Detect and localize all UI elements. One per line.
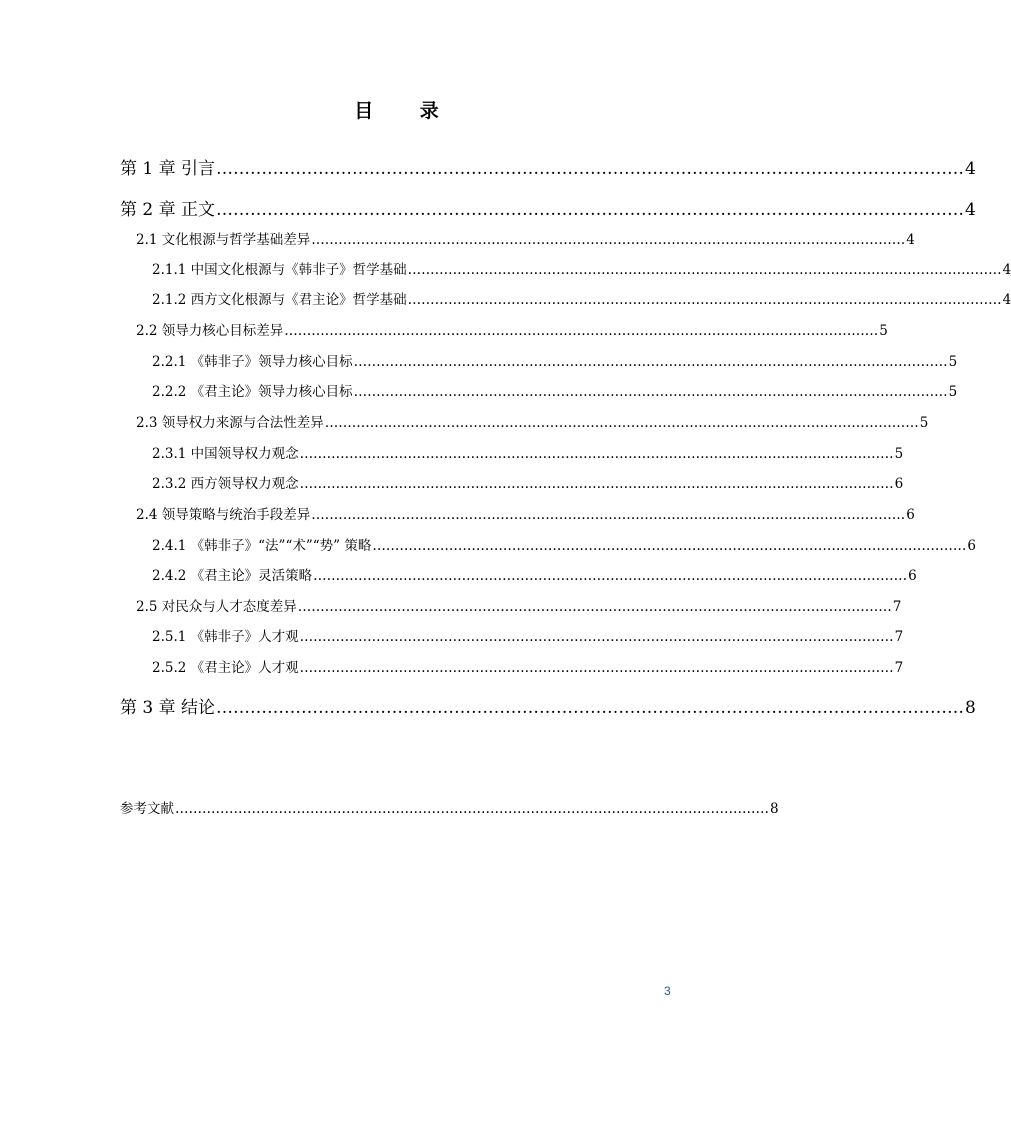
toc-entry-references[interactable] [120, 797, 779, 817]
toc-title: 目 录 [354, 100, 459, 122]
toc-entry-page: 6 [908, 568, 917, 584]
toc-entry-page: 5 [948, 384, 958, 400]
toc-entry-label: 2.5 对民众与人才态度差异 [136, 599, 297, 615]
toc-entry-2-1-2[interactable] [152, 288, 1011, 308]
toc-entry-2-2[interactable] [136, 319, 888, 339]
toc-entry-label: 2.1.1 中国文化根源与《韩非子》哲学基础 [152, 262, 407, 278]
toc-entry-page: 4 [965, 159, 976, 179]
toc-entry-label: 2.4.1 《韩非子》“法”“术”“势” 策略 [152, 538, 372, 554]
toc-entry-2-5-1[interactable] [152, 625, 904, 645]
toc-entry-page: 7 [894, 660, 904, 676]
toc-entry-label: 2.5.2 《君主论》人才观 [152, 660, 299, 676]
toc-entry-page: 4 [1002, 262, 1011, 278]
toc-entry-label: 2.5.1 《韩非子》人才观 [152, 629, 299, 645]
toc-entry-2-4[interactable] [136, 503, 915, 523]
toc-leader-dots: …………………………………………………………………………………………………………………… [216, 200, 965, 220]
toc-entry-label: 2.4 领导策略与统治手段差异 [136, 507, 311, 523]
toc-entry-label: 2.1.2 西方文化根源与《君主论》哲学基础 [152, 292, 407, 308]
toc-leader-dots: …………………………………………………………………………………………………………………… [299, 660, 894, 676]
toc-entry-label: 第 1 章 引言 [120, 159, 216, 179]
toc-entry-2-1-1[interactable] [152, 258, 1011, 278]
toc-leader-dots: …………………………………………………………………………………………………………………… [284, 323, 879, 339]
toc-entry-label: 2.2.1 《韩非子》领导力核心目标 [152, 354, 353, 370]
toc-leader-dots: …………………………………………………………………………………………………………………… [299, 446, 894, 462]
toc-entry-label: 2.2 领导力核心目标差异 [136, 323, 284, 339]
toc-entry-chapter-2[interactable] [120, 195, 976, 220]
toc-leader-dots: …………………………………………………………………………………………………………………… [299, 629, 894, 645]
toc-entry-page: 5 [919, 415, 929, 431]
toc-entry-label: 2.3.2 西方领导权力观念 [152, 476, 299, 492]
toc-entry-page: 8 [965, 698, 976, 718]
toc-leader-dots: …………………………………………………………………………………………………………………… [407, 292, 1002, 308]
toc-entry-page: 6 [894, 476, 904, 492]
toc-entry-label: 第 2 章 正文 [120, 200, 216, 220]
toc-entry-page: 8 [770, 801, 779, 817]
toc-entry-2-4-2[interactable] [152, 564, 917, 584]
toc-entry-page: 7 [894, 629, 904, 645]
toc-entry-chapter-3[interactable] [120, 693, 976, 718]
toc-entry-2-2-2[interactable] [152, 380, 958, 400]
toc-entry-page: 5 [879, 323, 888, 339]
toc-entry-2-1[interactable] [136, 228, 915, 248]
toc-leader-dots: …………………………………………………………………………………………………………………… [299, 476, 894, 492]
toc-entry-chapter-1[interactable] [120, 154, 976, 179]
toc-leader-dots: …………………………………………………………………………………………………………………… [297, 599, 892, 615]
toc-entry-label: 2.2.2 《君主论》领导力核心目标 [152, 384, 353, 400]
toc-leader-dots: …………………………………………………………………………………………………………………… [353, 384, 948, 400]
page-number: 3 [664, 984, 671, 998]
toc-entry-2-5[interactable] [136, 595, 902, 615]
toc-leader-dots: …………………………………………………………………………………………………………………… [372, 538, 967, 554]
toc-leader-dots: …………………………………………………………………………………………………………………… [311, 507, 906, 523]
toc-leader-dots: …………………………………………………………………………………………………………………… [407, 262, 1002, 278]
toc-entry-label: 2.3 领导权力来源与合法性差异 [136, 415, 324, 431]
toc-entry-page: 4 [906, 232, 915, 248]
toc-entry-page: 4 [1002, 292, 1011, 308]
toc-entry-label: 2.1 文化根源与哲学基础差异 [136, 232, 311, 248]
toc-leader-dots: …………………………………………………………………………………………………………………… [313, 568, 908, 584]
toc-entry-label: 参考文献 [120, 801, 174, 817]
toc-entry-2-3[interactable] [136, 411, 929, 431]
toc-entry-2-2-1[interactable] [152, 350, 958, 370]
toc-entry-2-4-1[interactable] [152, 534, 976, 554]
toc-entry-label: 2.3.1 中国领导权力观念 [152, 446, 299, 462]
toc-leader-dots: …………………………………………………………………………………………………………………… [353, 354, 948, 370]
toc-entry-2-5-2[interactable] [152, 656, 904, 676]
toc-entry-page: 6 [906, 507, 915, 523]
toc-entry-page: 5 [948, 354, 958, 370]
toc-entry-2-3-2[interactable] [152, 472, 904, 492]
toc-entry-page: 7 [892, 599, 902, 615]
toc-entry-page: 4 [965, 200, 976, 220]
toc-entry-label: 2.4.2 《君主论》灵活策略 [152, 568, 313, 584]
toc-entry-page: 6 [967, 538, 976, 554]
toc-leader-dots: …………………………………………………………………………………………………………………… [175, 801, 769, 817]
toc-entry-page: 5 [894, 446, 904, 462]
toc-leader-dots: …………………………………………………………………………………………………………………… [216, 698, 965, 718]
toc-leader-dots: …………………………………………………………………………………………………………………… [324, 415, 919, 431]
toc-leader-dots: …………………………………………………………………………………………………………………… [216, 159, 965, 179]
toc-entry-label: 第 3 章 结论 [120, 698, 216, 718]
toc-entry-2-3-1[interactable] [152, 442, 904, 462]
toc-leader-dots: …………………………………………………………………………………………………………………… [311, 232, 906, 248]
